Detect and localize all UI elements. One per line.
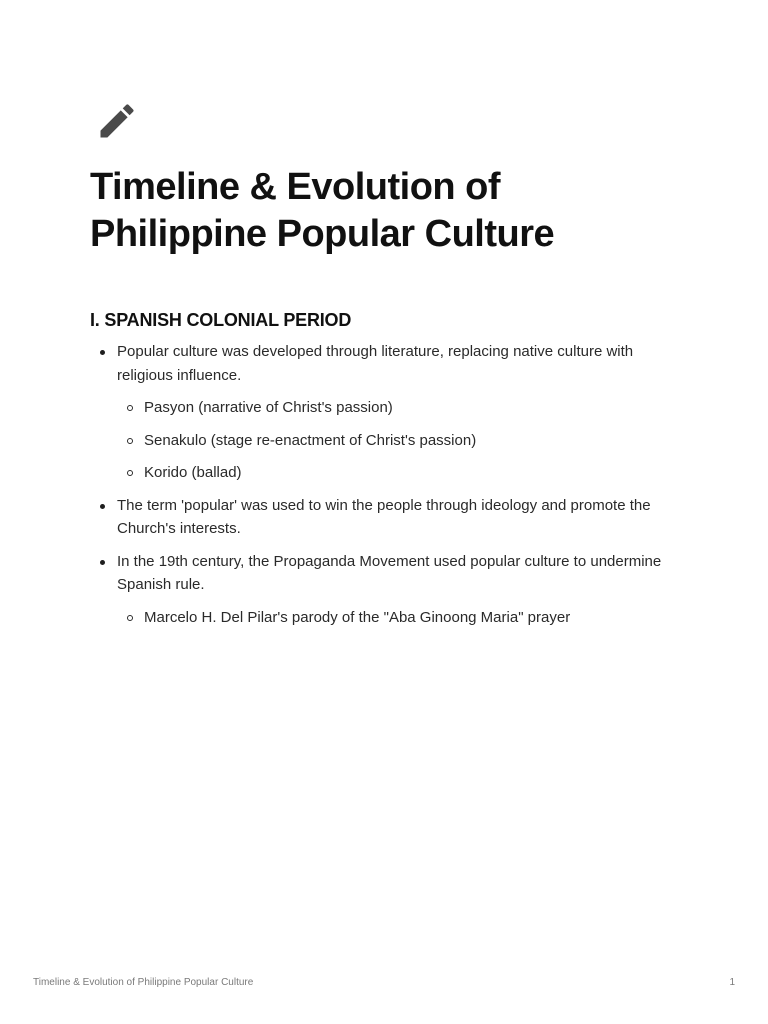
title-line-2: Philippine Popular Culture	[90, 213, 555, 255]
pencil-icon	[95, 99, 139, 143]
page-title	[90, 164, 690, 258]
list-item	[90, 340, 690, 485]
list-item	[90, 550, 690, 630]
footer-title: Timeline & Evolution of Philippine Popular Culture	[33, 977, 254, 988]
sub-list-item: Pasyon (narrative of Christ's passion)	[117, 396, 690, 420]
section-heading: I. SPANISH COLONIAL PERIOD	[90, 310, 352, 330]
bullet-list	[90, 340, 690, 638]
list-item-text: Popular culture was developed through literature, replacing native culture with religious influence.	[117, 343, 634, 384]
title-line-1: Timeline & Evolution of	[90, 166, 501, 208]
sub-list-item: Marcelo H. Del Pilar's parody of the "Aba Ginoong Maria" prayer	[117, 606, 690, 630]
list-item	[90, 494, 690, 541]
sub-list	[117, 396, 690, 485]
sub-list-item: Senakulo (stage re-enactment of Christ's passion)	[117, 429, 690, 453]
sub-list-item: Korido (ballad)	[117, 461, 690, 485]
list-item-text: In the 19th century, the Propaganda Movement used popular culture to undermine Spanish rule.	[117, 552, 662, 593]
footer-page-number: 1	[729, 977, 735, 988]
sub-list	[117, 606, 690, 630]
list-item-text: The term 'popular' was used to win the people through ideology and promote the Church's interests.	[117, 496, 651, 537]
